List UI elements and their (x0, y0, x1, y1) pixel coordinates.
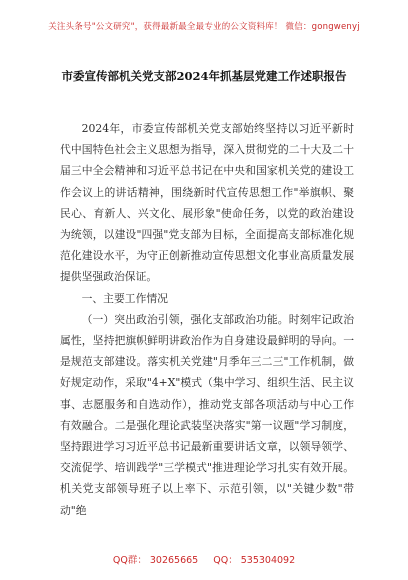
footer-contact (0, 552, 408, 566)
document-title: 市委宣传部机关党支部2024年抓基层党建工作述职报告 (61, 69, 347, 83)
document-body (60, 118, 354, 521)
body-paragraph: （一）突出政治引领，强化支部政治功能。时刻牢记政治属性，坚持把旗帜鲜明讲政治作为自身建设最鲜明的导向。一是规范支部建设。落实机关党建"月季年三二三"工作机制，做好规定动作，采取"4+X"模式（集中学习、组织生活、民主议事、志愿服务和自选动作），推动党支部各项活动与中心工作有效融合。二是强化理论武装坚决落实"第一议题"学习制度，坚持跟进学习习近平总书记最新重要讲话文章，以领导领学、交流促学、培训践学"三学模式"推进理论学习扎实有效开展。机关党支部领导班子以上率下、示范引领，以"关键少数"带动"绝 (60, 312, 354, 517)
section-heading: 一、主要工作情况 (81, 291, 168, 305)
qq-number-text: QQ： 535304092 (213, 555, 296, 566)
qq-group-text: QQ群： 30265665 (112, 555, 199, 566)
intro-paragraph: 2024年，市委宣传部机关党支部始终坚持以习近平新时代中国特色社会主义思想为指导，深入贯彻党的二十大及二十届三中全会精神和习近平总书记在中央和国家机关党的建设工作会议上的讲话精神，围绕新时代宣传思想工作"举旗帜、聚民心、育新人、兴文化、展形象"使命任务，以党的政治建设为统领，以建设"四强"党支部为目标，全面提高支部标准化规范化建设水平，为守正创新推动宣传思想文化事业高质量发展提供坚强政治保证。 (60, 122, 354, 284)
header-banner: 关注头条号"公文研究"，获得最新最全最专业的公文资料库！ 微信：gongwenyj (48, 22, 360, 32)
